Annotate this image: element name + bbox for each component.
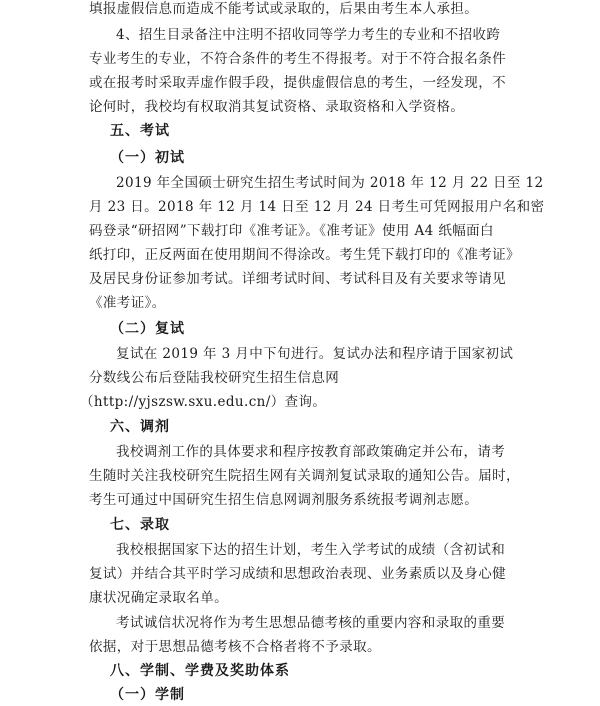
text-line: 考试诚信状况将作为考生思想品德考核的重要内容和录取的重要 (116, 615, 506, 631)
section-heading: 八、学制、学费及奖助体系 (110, 663, 290, 679)
text-line: 及居民身份证参加考试。详细考试时间、考试科目及有关要求等请见 (89, 271, 506, 287)
url-line: （http://yjszsw.sxu.edu.cn/）查询。 (80, 394, 327, 410)
text-line: 我校根据国家下达的招生计划，考生入学考试的成绩（含初试和 (116, 542, 506, 558)
text-line: 考生可通过中国研究生招生信息网调剂服务系统报考调剂志愿。 (89, 492, 479, 508)
text-line: 论何时，我校均有权取消其复试资格、录取资格和入学资格。 (89, 99, 465, 115)
section-heading: 六、调剂 (110, 419, 170, 435)
text-line: 或在报考时采取弄虚作假手段，提供虚假信息的考生，一经发现，不 (89, 75, 506, 91)
text-line: 2019 年全国硕士研究生招生考试时间为 2018 年 12 月 22 日至 12 (116, 175, 544, 191)
section-heading: 七、录取 (110, 517, 170, 533)
text-line: 4、招生目录备注中注明不招收同等学力考生的专业和不招收跨 (116, 27, 501, 43)
text-line: 填报虚假信息而造成不能考试或录取的，后果由考生本人承担。 (89, 1, 479, 17)
subsection-heading: （二）复试 (110, 321, 185, 337)
subsection-heading: （一）学制 (110, 687, 185, 703)
text-line: 依据，对于思想品德考核不合格者将不予录取。 (89, 639, 381, 655)
text-line: 专业考生的专业，不符合条件的考生不得报考。对于不符合报名条件 (89, 51, 506, 67)
text-line: 《准考证》。 (89, 295, 166, 311)
text-line: 复试在 2019 年 3 月中下旬进行。复试办法和程序请于国家初试 (116, 346, 514, 362)
text-line: 我校调剂工作的具体要求和程序按教育部政策确定并公布，请考 (116, 444, 506, 460)
subsection-heading: （一）初试 (110, 150, 185, 166)
section-heading: 五、考试 (110, 123, 170, 139)
text-line: 纸打印，正反两面在使用期间不得涂改。考生凭下载打印的《准考证》 (89, 247, 520, 263)
text-line: 生随时关注我校研究生院招生网有关调剂复试录取的通知公告。届时， (89, 468, 520, 484)
text-line: 码登录“研招网”下载打印《准考证》。《准考证》使用 A4 纸幅面白 (89, 223, 494, 239)
text-line: 康状况确定录取名单。 (89, 590, 228, 606)
text-line: 复试）并结合其平时学习成绩和思想政治表现、业务素质以及身心健 (89, 566, 506, 582)
text-line: 月 23 日。2018 年 12 月 14 日至 12 月 24 日考生可凭网报用户名和密 (89, 199, 545, 215)
text-line: 分数线公布后登陆我校研究生招生信息网 (89, 370, 340, 386)
